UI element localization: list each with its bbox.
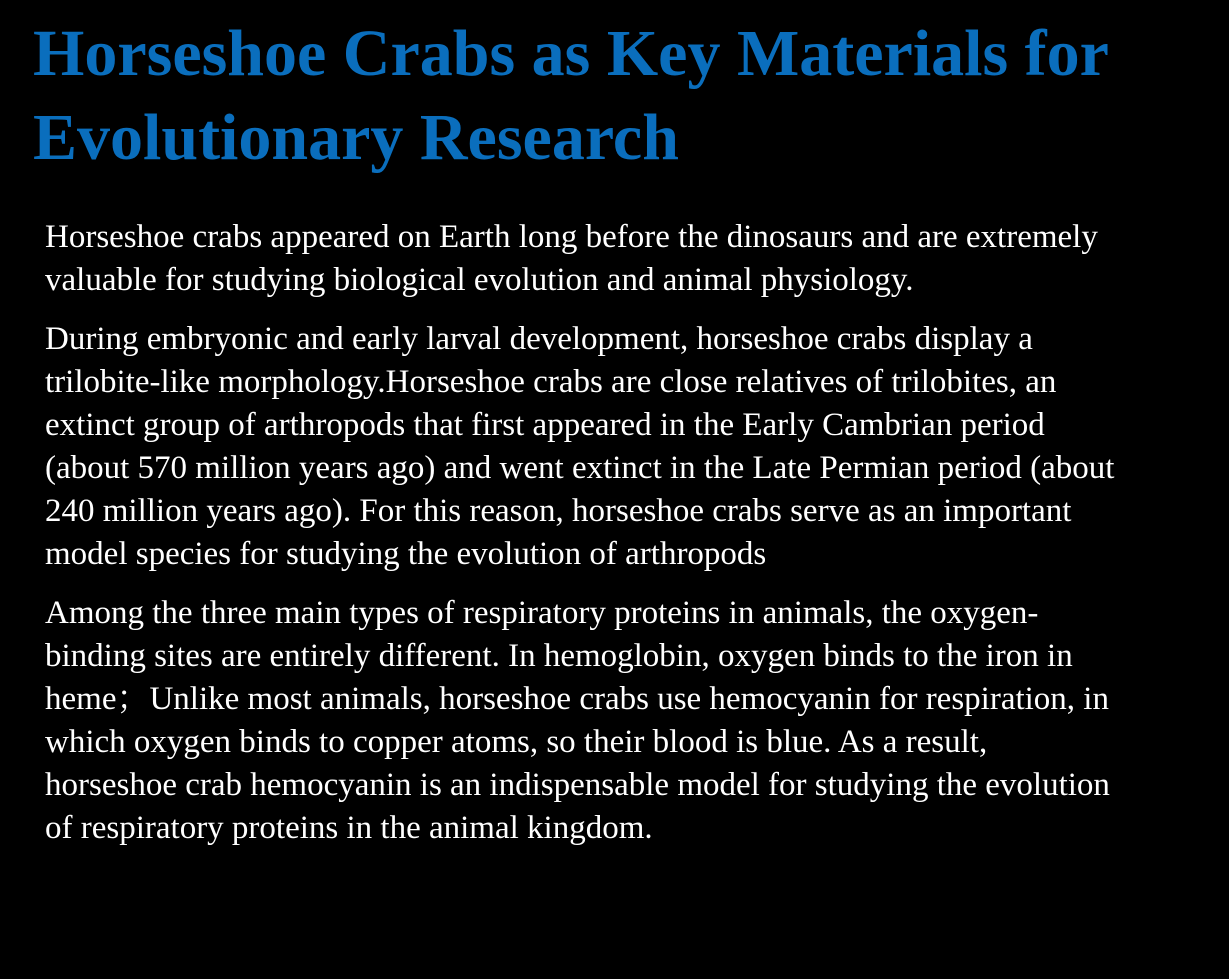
- paragraph-hemocyanin: Among the three main types of respiratory proteins in animals, the oxygen-binding sites are entirely different. In hemoglobin, oxygen binds to the iron in heme；Unlike most animals, horseshoe crabs use hemocyanin for respiration, in which oxygen binds to copper atoms, so their blood is blue. As a result, horseshoe crab hemocyanin is an indispensable model for studying the evolution of respiratory proteins in the animal kingdom.: [45, 595, 1110, 846]
- paragraph-intro: Horseshoe crabs appeared on Earth long before the dinosaurs and are extremely valuable for studying biological evolution and animal physiology.: [45, 219, 1098, 298]
- slide-title: Horseshoe Crabs as Key Materials for Evolutionary Research: [33, 17, 1108, 174]
- paragraph-trilobites: During embryonic and early larval development, horseshoe crabs display a trilobite-like morphology.Horseshoe crabs are close relatives of trilobites, an extinct group of arthropods that first appeared in the Early Cambrian period (about 570 million years ago) and went extinct in the Late Permian period (about 240 million years ago). For this reason, horseshoe crabs serve as an important model species for studying the evolution of arthropods: [45, 321, 1115, 572]
- slide-body: [45, 216, 1125, 850]
